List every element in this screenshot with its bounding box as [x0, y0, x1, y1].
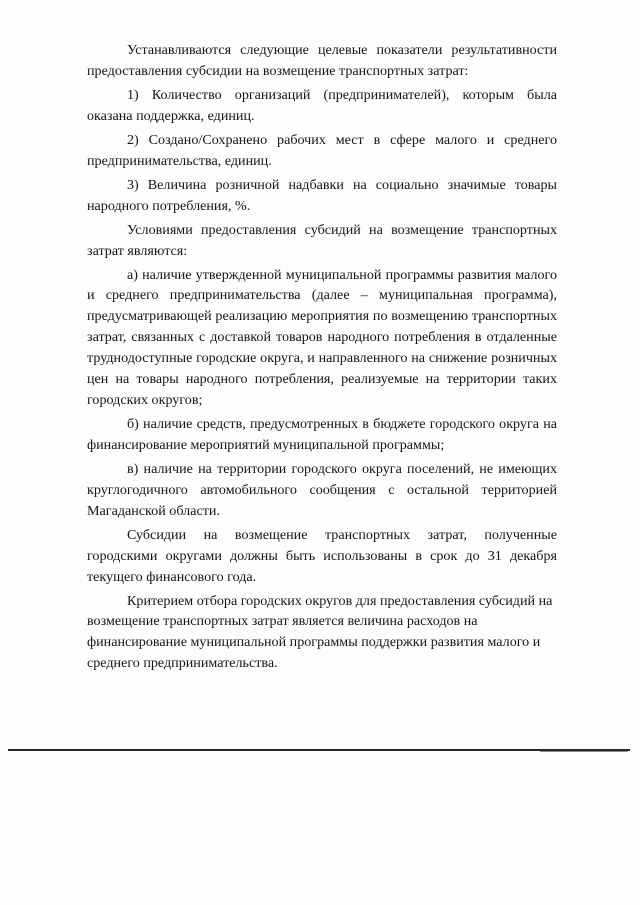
paragraph-usage-deadline: Субсидии на возмещение транспортных затрат, полученные городскими округами должны быть использованы в срок до 31 декабря текущего финансового года.: [87, 526, 557, 585]
paragraph-targets-intro: Устанавливаются следующие целевые показатели результативности предоставления субсидии на возмещение транспортных затрат:: [87, 42, 557, 79]
paragraph-target-3: 3) Величина розничной надбавки на социально значимые товары народного потребления, %.: [87, 176, 557, 214]
paragraph-selection-criterion: Критерием отбора городских округов для предоставления субсидий на возмещение транспортных затрат является величина расходов на финансирование муниципальной программы поддержки развития малого и среднего предпринимательства.: [87, 592, 553, 672]
document-body: [87, 40, 557, 677]
paragraph-target-1: 1) Количество организаций (предпринимателей), которым была оказана поддержка, единиц.: [87, 86, 557, 124]
paragraph-condition-a: а) наличие утвержденной муниципальной программы развития малого и среднего предпринимательства (далее – муниципальная программа), предусматривающей реализацию мероприятия по возмещению транспортных затрат, связанных с доставкой товаров народного потребления в отдаленные труднодоступные городские округа, и направленного на снижение розничных цен на товары народного потребления, реализуемые на территории таких городских округов;: [87, 266, 557, 408]
paragraph-target-2: 2) Создано/Сохранено рабочих мест в сфере малого и среднего предпринимательства, единиц.: [87, 131, 557, 169]
page-bottom-rule-shadow: [540, 751, 628, 752]
page-bottom-rule: [8, 749, 630, 751]
paragraph-condition-b: б) наличие средств, предусмотренных в бюджете городского округа на финансирование мероприятий муниципальной программы;: [87, 415, 557, 453]
paragraph-condition-c: в) наличие на территории городского округа поселений, не имеющих круглогодичного автомобильного сообщения с остальной территорией Магаданской области.: [87, 460, 557, 519]
paragraph-conditions-intro: Условиями предоставления субсидий на возмещение транспортных затрат являются:: [87, 221, 557, 259]
